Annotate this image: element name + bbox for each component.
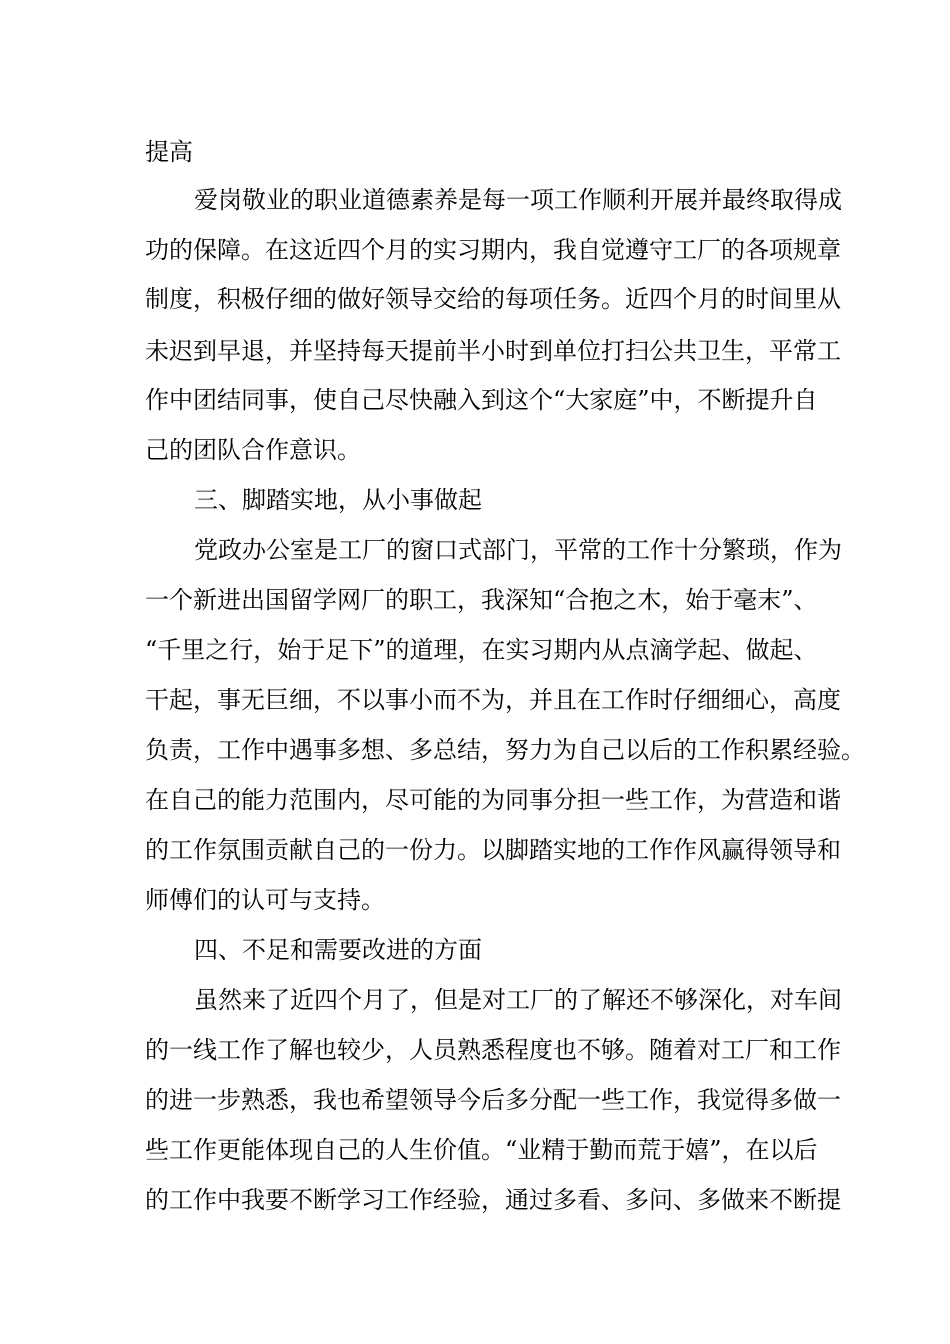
text-line: 负责，工作中遇事多想、多总结，努力为自己以后的工作积累经验。: [145, 736, 865, 764]
section-heading: 三、脚踏实地，从小事做起: [194, 486, 482, 514]
text-line: 干起，事无巨细，不以事小而不为，并且在工作时仔细细心，高度: [145, 686, 841, 714]
text-line: 提高: [145, 138, 193, 166]
text-line: 在自己的能力范围内，尽可能的为同事分担一些工作，为营造和谐: [145, 786, 841, 814]
text-line: 作中团结同事，使自己尽快融入到这个“大家庭”中，不断提升自: [145, 386, 818, 414]
text-line: 的进一步熟悉，我也希望领导今后多分配一些工作，我觉得多做一: [145, 1086, 841, 1114]
paragraph-first-line: 爱岗敬业的职业道德素养是每一项工作顺利开展并最终取得成: [194, 186, 842, 214]
text-line: 的工作中我要不断学习工作经验，通过多看、多问、多做来不断提: [145, 1186, 841, 1214]
paragraph-first-line: 党政办公室是工厂的窗口式部门，平常的工作十分繁琐，作为: [194, 536, 842, 564]
text-line: 的一线工作了解也较少，人员熟悉程度也不够。随着对工厂和工作: [145, 1036, 841, 1064]
text-line: “千里之行，始于足下”的道理，在实习期内从点滴学起、做起、: [145, 636, 818, 664]
text-line: 些工作更能体现自己的人生价值。“业精于勤而荒于嬉”，在以后: [145, 1136, 818, 1164]
text-line: 己的团队合作意识。: [145, 436, 361, 464]
section-heading: 四、不足和需要改进的方面: [194, 936, 482, 964]
text-line: 功的保障。在这近四个月的实习期内，我自觉遵守工厂的各项规章: [145, 236, 841, 264]
paragraph-first-line: 虽然来了近四个月了，但是对工厂的了解还不够深化，对车间: [194, 986, 842, 1014]
text-line: 未迟到早退，并坚持每天提前半小时到单位打扫公共卫生，平常工: [145, 337, 841, 365]
text-line: 的工作氛围贡献自己的一份力。以脚踏实地的工作作风赢得领导和: [145, 836, 841, 864]
text-line: 一个新进出国留学网厂的职工，我深知“合抱之木，始于毫末”、: [145, 586, 818, 614]
text-line: 师傅们的认可与支持。: [145, 886, 385, 914]
text-line: 制度，积极仔细的做好领导交给的每项任务。近四个月的时间里从: [145, 285, 841, 313]
